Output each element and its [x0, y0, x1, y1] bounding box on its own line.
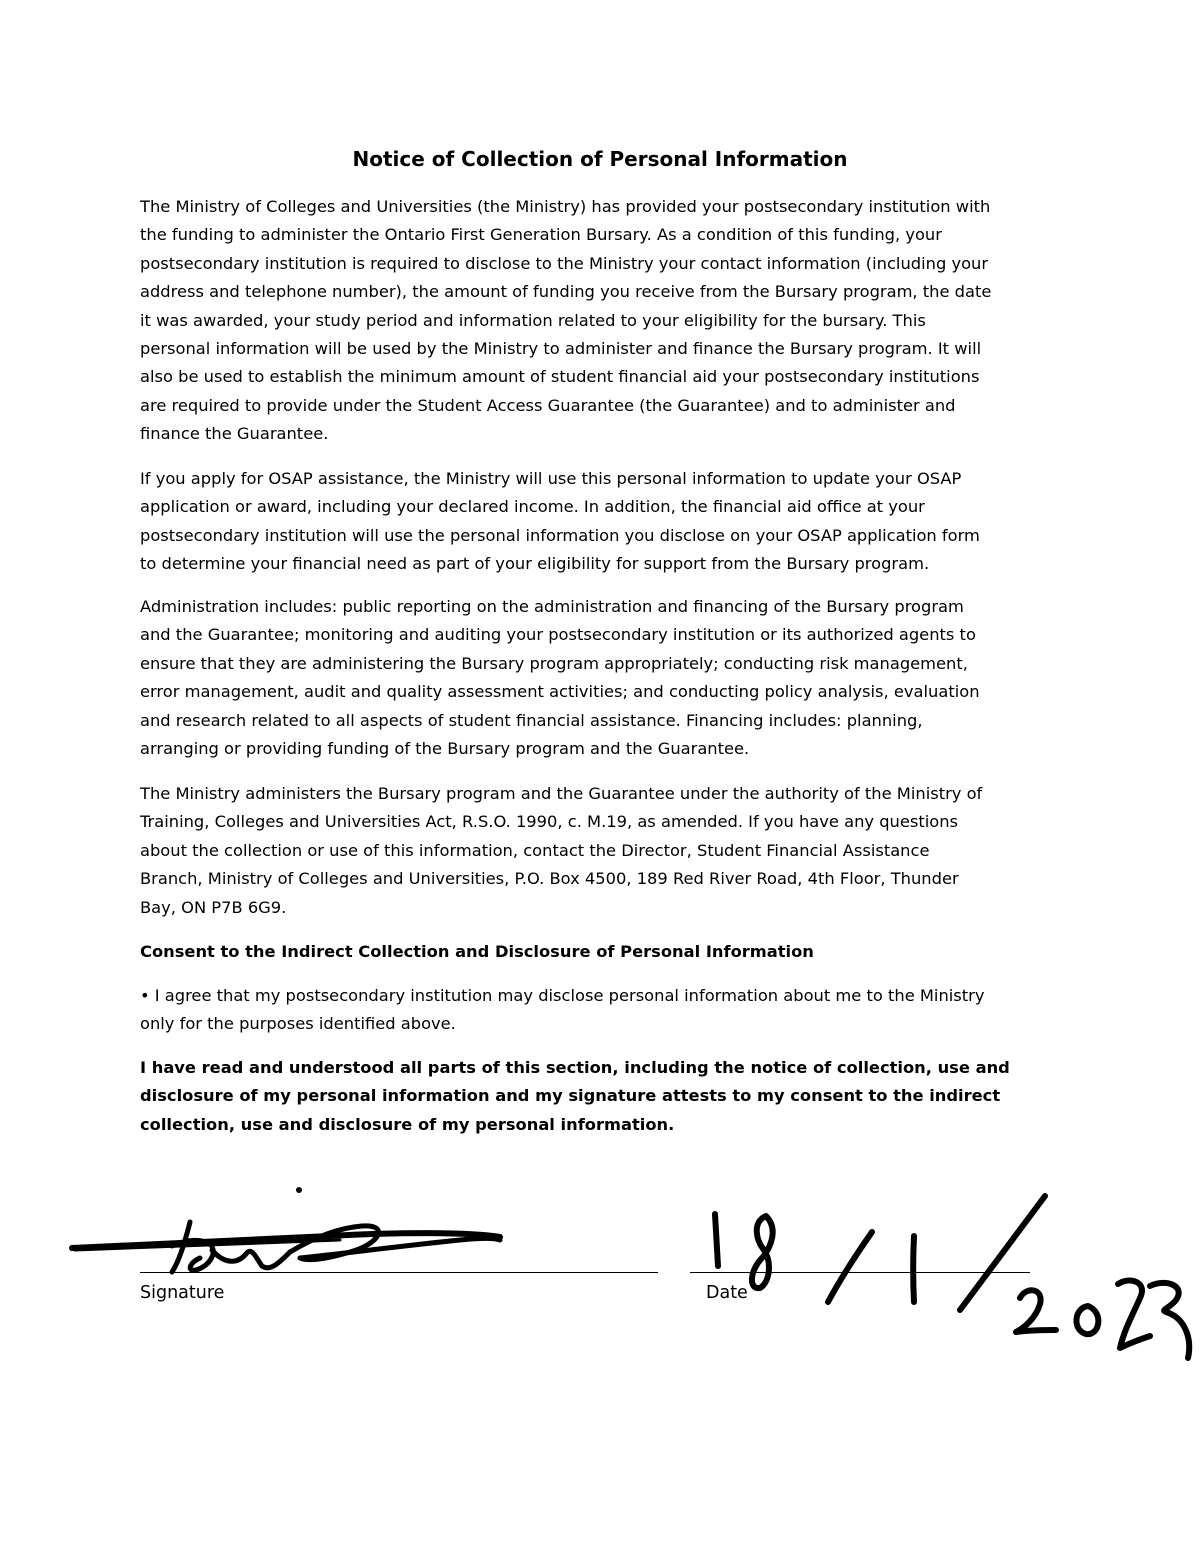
text-line: it was awarded, your study period and information related to your eligibility for the bursary. This	[140, 310, 926, 330]
text-line: If you apply for OSAP assistance, the Ministry will use this personal information to update your OSAP	[140, 469, 962, 488]
text-line: error management, audit and quality assessment activities; and conducting policy analysis, evaluation	[140, 682, 980, 702]
text-line: the funding to administer the Ontario First Generation Bursary. As a condition of this funding, your	[140, 225, 942, 245]
bullet: •	[140, 986, 150, 1005]
text-line: address and telephone number), the amount of funding you receive from the Bursary program, the date	[140, 282, 992, 302]
text-line: postsecondary institution will use the personal information you disclose on your OSAP application form	[140, 525, 980, 545]
text-line: to determine your financial need as part of your eligibility for support from the Bursary program.	[140, 554, 930, 574]
text-line: Bay, ON P7B 6G9.	[140, 897, 287, 917]
text-line: ensure that they are administering the Bursary program appropriately; conducting risk management,	[140, 653, 968, 673]
text-line: application or award, including your declared income. In addition, the financial aid office at your	[140, 497, 925, 517]
text-line: and research related to all aspects of student financial assistance. Financing includes: planning,	[140, 710, 923, 730]
text-line: Training, Colleges and Universities Act, R.S.O. 1990, c. M.19, as amended. If you have any questions	[140, 812, 959, 832]
text-line: and the Guarantee; monitoring and auditing your postsecondary institution or its authorized agents to	[140, 625, 976, 645]
text-line: are required to provide under the Student Access Guarantee (the Guarantee) and to administer and	[140, 395, 956, 415]
text-line: disclosure of my personal information and my signature attests to my consent to the indirect	[140, 1086, 1001, 1106]
text-line: also be used to establish the minimum amount of student financial aid your postsecondary institutions	[140, 367, 980, 387]
text-line: arranging or providing funding of the Bursary program and the Guarantee.	[140, 739, 750, 759]
text-line: The Ministry of Colleges and Universities (the Ministry) has provided your postsecondary institution with	[140, 197, 991, 216]
document-title: Notice of Collection of Personal Information	[352, 147, 848, 171]
text-line: Administration includes: public reporting on the administration and financing of the Bursary program	[140, 597, 964, 616]
consent-item-line: only for the purposes identified above.	[140, 1014, 456, 1034]
consent-heading-text: Consent to the Indirect Collection and Disclosure of Personal Information	[140, 942, 814, 961]
text-line: personal information will be used by the Ministry to administer and finance the Bursary program. It will	[140, 339, 982, 359]
text-line: The Ministry administers the Bursary program and the Guarantee under the authority of the Ministry of	[140, 784, 983, 803]
text-line: I have read and understood all parts of this section, including the notice of collection, use and	[140, 1058, 1010, 1077]
text-line: collection, use and disclosure of my personal information.	[140, 1114, 675, 1134]
text-line: finance the Guarantee.	[140, 424, 329, 444]
date-label: Date	[706, 1283, 748, 1303]
signature-label: Signature	[140, 1283, 225, 1303]
text-line: Branch, Ministry of Colleges and Universities, P.O. Box 4500, 189 Red River Road, 4th Floor, Thunder	[140, 869, 959, 889]
consent-text: I agree that my postsecondary institution may disclose personal information about me to the Ministry	[154, 986, 985, 1005]
text-line: postsecondary institution is required to disclose to the Ministry your contact information (including your	[140, 253, 989, 273]
text-line: about the collection or use of this information, contact the Director, Student Financial Assistance	[140, 840, 930, 860]
